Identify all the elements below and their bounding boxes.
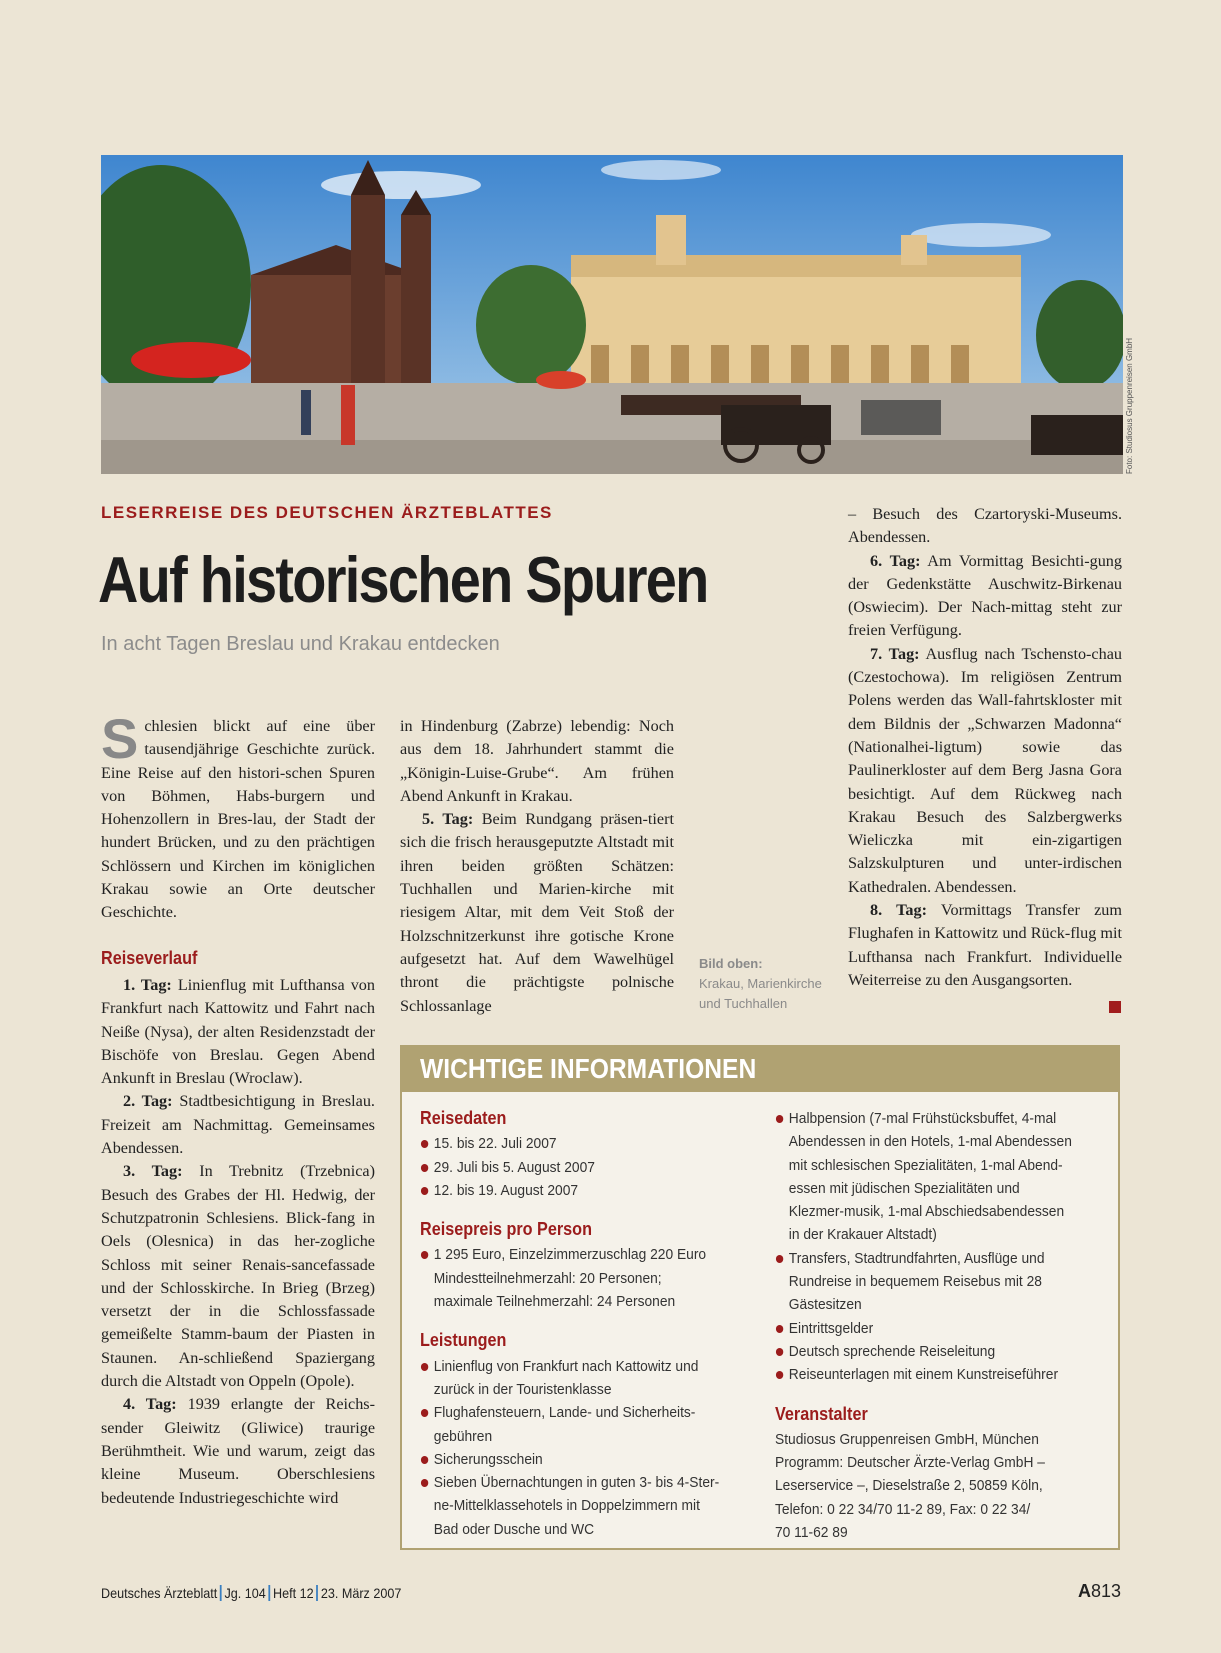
article-column-3 <box>848 503 1122 992</box>
day-label: 7. Tag: <box>870 644 920 663</box>
list-item: Transfers, Stadtrundfahrten, Ausflüge und Rundreise in bequemem Reisebus mit 28 Gästesitzen <box>775 1247 1079 1317</box>
list-item: 15. bis 22. Juli 2007 <box>420 1132 724 1155</box>
list-item: Sicherungsschein <box>420 1448 724 1471</box>
day-7 <box>848 643 1122 899</box>
article-column-2 <box>400 715 674 1018</box>
intro-text: chlesien blickt auf eine über tausendjährige Geschichte zurück. Eine Reise auf den histori-schen Spuren von Böhmen, Habs-burgern und Hohenzollern in Bres-lau, der Stadt der hundert Brücken, und zu den prächtigen Schlössern und Kirchen im königlichen Krakau sowie an Orte deutscher Geschichte. <box>101 717 375 922</box>
end-mark-square <box>1109 1001 1121 1013</box>
volume: Jg. 104 <box>224 1585 266 1601</box>
day-8 <box>848 899 1122 992</box>
day-text: Am Vormittag Besichti-gung der Gedenkstätte Auschwitz-Birkenau (Oswiecim). Der Nach-mittag steht zur freien Verfügung. <box>848 551 1122 640</box>
heading-reisepreis: Reisepreis pro Person <box>420 1219 592 1240</box>
issue: Heft 12 <box>272 1585 314 1601</box>
day-6 <box>848 550 1122 643</box>
list-item: Flughafensteuern, Lande- und Sicherheits-gebühren <box>420 1401 724 1448</box>
day-text: Linienflug mit Lufthansa von Frankfurt nach Kattowitz und Fahrt nach Neiße (Nysa), der alten Residenzstadt der Bischöfe von Breslau. Gegen Abend Ankunft in Breslau (Wroclaw). <box>101 975 375 1088</box>
photo-caption <box>699 954 839 1014</box>
day-label: 1. Tag: <box>123 975 172 994</box>
list-reisepreis <box>420 1243 750 1313</box>
page-number <box>1078 1581 1121 1602</box>
day-label: 2. Tag: <box>123 1092 173 1111</box>
heading-reisedaten: Reisedaten <box>420 1108 507 1128</box>
day-text: Stadtbesichtigung in Breslau. Freizeit am Nachmittag. Gemeinsames Abendessen. <box>101 1092 375 1158</box>
dropcap: S <box>101 707 139 770</box>
day-1 <box>101 974 375 1090</box>
veranstalter-line: Telefon: 0 22 34/70 11-2 89, Fax: 0 22 34/ <box>775 1500 1031 1518</box>
day-3 <box>101 1160 375 1393</box>
page-prefix: A <box>1078 1581 1091 1601</box>
kicker: LESERREISE DES DEUTSCHEN ÄRZTEBLATTES <box>101 503 553 522</box>
day-label: 5. Tag: <box>422 810 474 829</box>
day-text: In Trebnitz (Trzebnica) Besuch des Grabes der Hl. Hedwig, der Schutzpatronin Schlesiens. Blick-fang in Oels (Olesnica) in das her-zogliche Schloss mit seiner Renais-sancefassade und der Schlosskirche. In Brieg (Brzeg) versetzt der in die Schlossfassade gemeißelte Stamm-baum der Piasten in Staunen. An-schließend Spaziergang durch die Altstadt von Oppeln (Opole). <box>101 1162 375 1391</box>
headline: Auf historischen Spuren <box>98 543 708 616</box>
day-text: Beim Rundgang präsen-tiert sich die frisch herausgeputzte Altstadt mit ihren beiden größten Schätzen: Tuchhallen und Marien-kirche mit riesigem Altar, mit dem Veit Stoß der Holzschnitzerkunst ihre gotische Krone aufgesetzt hat. Auf dem Wawelhügel thront die prächtigste polnische Schlossanlage <box>400 810 674 1015</box>
caption-label: Bild oben: <box>699 956 763 971</box>
photo-credit: Foto: Studiosus Gruppenreisen GmbH <box>1125 337 1134 474</box>
separator <box>268 1585 270 1601</box>
day-label: 6. Tag: <box>870 551 921 570</box>
veranstalter-line: 70 11-62 89 <box>775 1524 848 1542</box>
subheadline: In acht Tagen Breslau und Krakau entdecken <box>101 633 500 655</box>
issue-date: 23. März 2007 <box>320 1585 402 1601</box>
page-number-value: 813 <box>1091 1581 1122 1601</box>
article-column-1 <box>101 707 375 1510</box>
info-box-title: WICHTIGE INFORMATIONEN <box>420 1053 757 1084</box>
intro-paragraph <box>101 707 375 925</box>
list-item: 29. Juli bis 5. August 2007 <box>420 1156 724 1179</box>
krakow-market-square-image <box>101 155 1123 474</box>
info-column-2 <box>775 1107 1105 1544</box>
journal-name: Deutsches Ärzteblatt <box>101 1585 218 1601</box>
footer-citation <box>101 1585 401 1601</box>
list-reisedaten <box>420 1132 750 1202</box>
day-label: 3. Tag: <box>123 1162 183 1181</box>
veranstalter-line: Studiosus Gruppenreisen GmbH, München <box>775 1430 1039 1448</box>
list-item: 1 295 Euro, Einzelzimmerzuschlag 220 Euro Mindestteilnehmerzahl: 20 Personen; maximale Teilnehmerzahl: 24 Personen <box>420 1243 724 1313</box>
veranstalter-line: Programm: Deutscher Ärzte-Verlag GmbH – <box>775 1454 1045 1472</box>
list-item: Linienflug von Frankfurt nach Kattowitz und zurück in der Touristenklasse <box>420 1355 724 1402</box>
day-2 <box>101 1090 375 1160</box>
caption-text: Krakau, Marienkirche und Tuchhallen <box>699 976 822 1011</box>
day-5 <box>400 808 674 1018</box>
list-item: 12. bis 19. August 2007 <box>420 1179 724 1202</box>
day-text: Ausflug nach Tschensto-chau (Czestochowa). Im religiösen Zentrum Polens werden das Wall-fahrtskloster mit dem Bildnis der „Schwarzen Madonna“ (Nationalhei-ligtum) sowie das Paulinerkloster auf dem Berg Jasna Gora besichtigt. Auf dem Rückweg nach Krakau Besuch des Salzbergwerks Wieliczka mit ein-zigartigen Salzskulpturen und unter-irdischen Kathedralen. Abendessen. <box>848 644 1122 896</box>
day-text: 1939 erlangte der Reichs-sender Gleiwitz (Gliwice) traurige Berühmtheit. Wie und warum, zeigt das kleine Museum. Oberschlesiens bedeutende Industriegeschichte wird <box>101 1395 375 1507</box>
list-leistungen <box>420 1355 750 1541</box>
info-column-1 <box>420 1107 750 1541</box>
separator <box>220 1585 222 1601</box>
list-item: Halbpension (7-mal Frühstücksbuffet, 4-mal Abendessen in den Hotels, 1-mal Abendessen mit schlesischen Spezialitäten, 1-mal Abend-essen mit jüdischen Spezialitäten und Klezmer-musik, 1-mal Abschiedsabendessen in der Krakauer Altstadt) <box>775 1107 1079 1247</box>
separator <box>316 1585 318 1601</box>
list-item: Sieben Übernachtungen in guten 3- bis 4-Ster-ne-Mittelklassehotels in Doppelzimmern mit Bad oder Dusche und WC <box>420 1471 724 1541</box>
hero-photo <box>101 155 1123 474</box>
list-item: Reiseunterlagen mit einem Kunstreiseführer <box>775 1363 1079 1386</box>
list-item: Eintrittsgelder <box>775 1317 1079 1340</box>
list-leistungen-continued <box>775 1107 1105 1387</box>
day-label: 4. Tag: <box>123 1395 177 1414</box>
veranstalter-line: Leserservice –, Dieselstraße 2, 50859 Köln, <box>775 1477 1043 1495</box>
day-4-continued: in Hindenburg (Zabrze) lebendig: Noch aus dem 18. Jahrhundert stammt die „Königin-Luise-Grube“. Am frühen Abend Ankunft in Krakau. <box>400 717 674 805</box>
section-title-reiseverlauf: Reiseverlauf <box>101 947 198 968</box>
info-box-header <box>402 1047 1118 1092</box>
day-4 <box>101 1393 375 1509</box>
heading-leistungen: Leistungen <box>420 1330 507 1351</box>
heading-veranstalter: Veranstalter <box>775 1403 868 1424</box>
info-box <box>400 1045 1120 1550</box>
list-item: Deutsch sprechende Reiseleitung <box>775 1340 1079 1363</box>
day-label: 8. Tag: <box>870 901 927 920</box>
day-5-continued: – Besuch des Czartoryski-Museums. Abendessen. <box>848 505 1122 547</box>
day-text: Vormittags Transfer zum Flughafen in Kattowitz und Rück-flug mit Lufthansa nach Frankfurt. Individuelle Weiterreise zu den Ausgangsorten. <box>848 901 1122 989</box>
